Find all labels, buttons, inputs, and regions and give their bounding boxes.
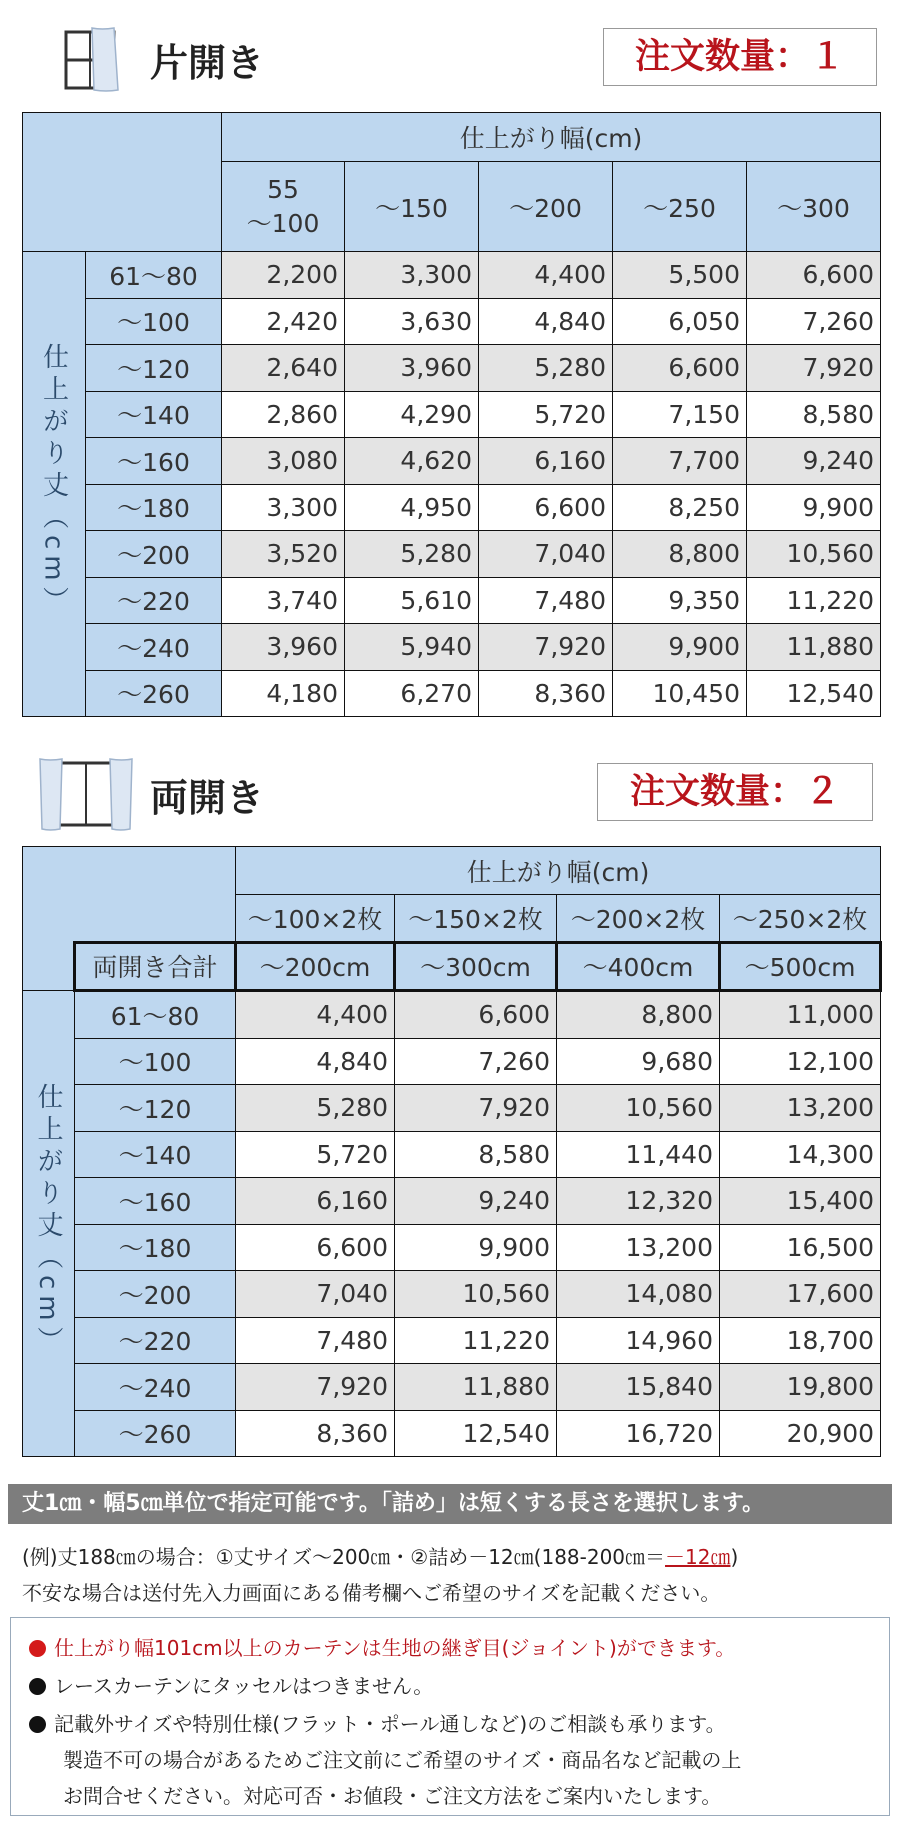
price-cell: 5,610: [345, 577, 479, 624]
price-cell: 13,200: [720, 1085, 881, 1132]
price-cell: 7,150: [613, 391, 747, 438]
row-label: ～200: [86, 531, 222, 578]
total-label: 両開き合計: [75, 942, 236, 991]
price-cell: 4,950: [345, 484, 479, 531]
price-cell: 10,560: [395, 1271, 557, 1318]
table2-width-header: 仕上がり幅(cm): [236, 847, 881, 895]
table1-height-label: 仕上がり丈（cm）: [23, 252, 86, 717]
total-header: ～200cm: [236, 942, 395, 991]
price-cell: 6,160: [479, 438, 613, 485]
section1-quantity: 注文数量：１: [603, 28, 877, 86]
price-cell: 6,160: [236, 1178, 395, 1225]
row-label: ～140: [86, 391, 222, 438]
price-cell: 7,920: [236, 1364, 395, 1411]
section1-title: 片開き: [150, 41, 265, 85]
price-cell: 8,580: [747, 391, 881, 438]
price-cell: 10,560: [557, 1085, 720, 1132]
table2-corner: [23, 847, 236, 943]
price-cell: 14,300: [720, 1131, 881, 1178]
price-cell: 3,520: [222, 531, 345, 578]
price-cell: 5,280: [345, 531, 479, 578]
price-cell: 2,420: [222, 298, 345, 345]
price-cell: 3,300: [345, 252, 479, 299]
price-cell: 7,480: [236, 1317, 395, 1364]
price-cell: 5,280: [479, 345, 613, 392]
price-cell: 14,960: [557, 1317, 720, 1364]
price-cell: 8,580: [395, 1131, 557, 1178]
total-header: ～400cm: [557, 942, 720, 991]
price-cell: 6,270: [345, 670, 479, 717]
price-cell: 9,350: [613, 577, 747, 624]
price-cell: 3,080: [222, 438, 345, 485]
total-header: ～500cm: [720, 942, 881, 991]
table2-height-label: 仕上がり丈（cm）: [23, 991, 75, 1457]
row-label: 61～80: [75, 991, 236, 1039]
section1-header: [0, 18, 900, 98]
table-row: [23, 991, 881, 1039]
price-cell: 12,540: [395, 1410, 557, 1457]
size-info-banner: 丈1㎝・幅5㎝単位で指定可能です。「詰め」は短くする長さを選択します。: [8, 1484, 892, 1524]
row-label: ～100: [86, 298, 222, 345]
table-row: [23, 1317, 881, 1364]
price-cell: 4,840: [479, 298, 613, 345]
table-row: [23, 1410, 881, 1457]
table-row: [23, 670, 881, 717]
price-cell: 2,640: [222, 345, 345, 392]
table2-col-header: ～250×2枚: [720, 895, 881, 943]
price-cell: 16,720: [557, 1410, 720, 1457]
row-label: ～200: [75, 1271, 236, 1318]
price-cell: 13,200: [557, 1224, 720, 1271]
price-cell: 6,600: [747, 252, 881, 299]
table1-col-header: 55 ～100: [222, 162, 345, 252]
table-row: [23, 391, 881, 438]
row-label: ～120: [75, 1085, 236, 1132]
table-row: [23, 1364, 881, 1411]
example-note: 不安な場合は送付先入力画面にある備考欄へご希望のサイズを記載ください。: [22, 1581, 721, 1605]
table1-col-header: ～250: [613, 162, 747, 252]
single-curtain-icon: [62, 26, 122, 96]
price-cell: 19,800: [720, 1364, 881, 1411]
price-cell: 6,050: [613, 298, 747, 345]
example-line: [22, 1541, 738, 1570]
price-cell: 8,360: [236, 1410, 395, 1457]
price-cell: 4,400: [236, 991, 395, 1039]
row-label: ～180: [86, 484, 222, 531]
price-cell: 11,440: [557, 1131, 720, 1178]
row-label: ～140: [75, 1131, 236, 1178]
price-cell: 9,900: [747, 484, 881, 531]
double-curtain-icon: [38, 757, 134, 835]
table1-width-header: 仕上がり幅(cm): [222, 113, 881, 162]
example-highlight: －12㎝: [665, 1545, 731, 1569]
price-cell: 7,040: [479, 531, 613, 578]
table-row: [23, 624, 881, 671]
price-cell: 4,840: [236, 1038, 395, 1085]
table2-col-header: ～150×2枚: [395, 895, 557, 943]
price-cell: 8,250: [613, 484, 747, 531]
table-row: [23, 484, 881, 531]
price-cell: 9,240: [747, 438, 881, 485]
price-cell: 2,860: [222, 391, 345, 438]
note-custom: 記載外サイズや特別仕様(フラット・ポール通しなど)のご相談も承ります。: [29, 1708, 726, 1737]
table-row: [23, 252, 881, 299]
price-cell: 18,700: [720, 1317, 881, 1364]
price-cell: 11,220: [747, 577, 881, 624]
note-custom-line2: 製造不可の場合があるためご注文前にご希望のサイズ・商品名など記載の上: [63, 1748, 742, 1772]
price-cell: 4,620: [345, 438, 479, 485]
table1-col-header: ～150: [345, 162, 479, 252]
example-text: (例)丈188㎝の場合：①丈サイズ～200㎝・②詰め－12㎝(188-200㎝＝: [22, 1545, 666, 1569]
double-price-table: [22, 846, 882, 1457]
price-cell: 7,920: [395, 1085, 557, 1132]
total-header: ～300cm: [395, 942, 557, 991]
bullet-icon: [29, 1716, 46, 1733]
price-cell: 3,630: [345, 298, 479, 345]
row-label: ～260: [86, 670, 222, 717]
row-label: 61～80: [86, 252, 222, 299]
price-cell: 11,880: [395, 1364, 557, 1411]
price-cell: 6,600: [613, 345, 747, 392]
price-cell: 9,240: [395, 1178, 557, 1225]
price-cell: 7,480: [479, 577, 613, 624]
price-cell: 7,920: [479, 624, 613, 671]
price-cell: 4,290: [345, 391, 479, 438]
table-row: [23, 1085, 881, 1132]
price-cell: 11,000: [720, 991, 881, 1039]
example-text-end: ): [730, 1545, 739, 1569]
price-cell: 12,540: [747, 670, 881, 717]
table-row: [23, 1131, 881, 1178]
table2-col-header: ～200×2枚: [557, 895, 720, 943]
table-row: [23, 1038, 881, 1085]
price-cell: 4,400: [479, 252, 613, 299]
price-cell: 8,800: [613, 531, 747, 578]
price-cell: 5,500: [613, 252, 747, 299]
price-cell: 10,560: [747, 531, 881, 578]
price-cell: 15,840: [557, 1364, 720, 1411]
table-row: [23, 1271, 881, 1318]
price-cell: 11,220: [395, 1317, 557, 1364]
price-cell: 11,880: [747, 624, 881, 671]
price-cell: 9,680: [557, 1038, 720, 1085]
table1-corner: [23, 113, 222, 252]
section2-quantity: 注文数量：２: [597, 763, 873, 821]
single-price-table: [22, 112, 881, 717]
price-cell: 6,600: [236, 1224, 395, 1271]
price-cell: 9,900: [613, 624, 747, 671]
table1-col-header: ～200: [479, 162, 613, 252]
price-cell: 8,800: [557, 991, 720, 1039]
row-label: ～160: [86, 438, 222, 485]
red-bullet-icon: [29, 1640, 46, 1657]
section2-title: 両開き: [150, 776, 265, 820]
price-cell: 7,260: [395, 1038, 557, 1085]
price-cell: 14,080: [557, 1271, 720, 1318]
row-label: ～220: [75, 1317, 236, 1364]
table-row: [23, 438, 881, 485]
table-row: [23, 1224, 881, 1271]
row-label: ～180: [75, 1224, 236, 1271]
price-cell: 16,500: [720, 1224, 881, 1271]
table-row: [23, 531, 881, 578]
table2-corner-bottom: [23, 942, 75, 991]
row-label: ～100: [75, 1038, 236, 1085]
price-cell: 5,720: [236, 1131, 395, 1178]
price-cell: 5,940: [345, 624, 479, 671]
price-cell: 5,720: [479, 391, 613, 438]
price-cell: 4,180: [222, 670, 345, 717]
price-cell: 12,100: [720, 1038, 881, 1085]
price-cell: 3,300: [222, 484, 345, 531]
price-cell: 7,040: [236, 1271, 395, 1318]
table-row: [23, 1178, 881, 1225]
row-label: ～240: [75, 1364, 236, 1411]
table-row: [23, 345, 881, 392]
table1-col-header: ～300: [747, 162, 881, 252]
price-cell: 8,360: [479, 670, 613, 717]
price-cell: 20,900: [720, 1410, 881, 1457]
price-cell: 9,900: [395, 1224, 557, 1271]
price-cell: 7,260: [747, 298, 881, 345]
note-tassel: レースカーテンにタッセルはつきません。: [29, 1670, 433, 1699]
section2-header: [0, 753, 900, 833]
price-cell: 10,450: [613, 670, 747, 717]
row-label: ～240: [86, 624, 222, 671]
price-cell: 12,320: [557, 1178, 720, 1225]
price-cell: 17,600: [720, 1271, 881, 1318]
row-label: ～220: [86, 577, 222, 624]
price-cell: 6,600: [479, 484, 613, 531]
row-label: ～260: [75, 1410, 236, 1457]
price-cell: 3,740: [222, 577, 345, 624]
table-row: [23, 577, 881, 624]
price-cell: 3,960: [222, 624, 345, 671]
price-cell: 7,700: [613, 438, 747, 485]
price-cell: 7,920: [747, 345, 881, 392]
price-cell: 6,600: [395, 991, 557, 1039]
row-label: ～120: [86, 345, 222, 392]
row-label: ～160: [75, 1178, 236, 1225]
price-cell: 3,960: [345, 345, 479, 392]
bullet-icon: [29, 1678, 46, 1695]
table-row: [23, 298, 881, 345]
note-custom-line3: お問合せください。対応可否・お値段・ご注文方法をご案内いたします。: [63, 1784, 722, 1808]
price-cell: 15,400: [720, 1178, 881, 1225]
table2-col-header: ～100×2枚: [236, 895, 395, 943]
price-cell: 2,200: [222, 252, 345, 299]
note-joint: 仕上がり幅101cm以上のカーテンは生地の継ぎ目(ジョイント)ができます。: [29, 1632, 735, 1661]
price-cell: 5,280: [236, 1085, 395, 1132]
notes-box: [10, 1617, 890, 1816]
